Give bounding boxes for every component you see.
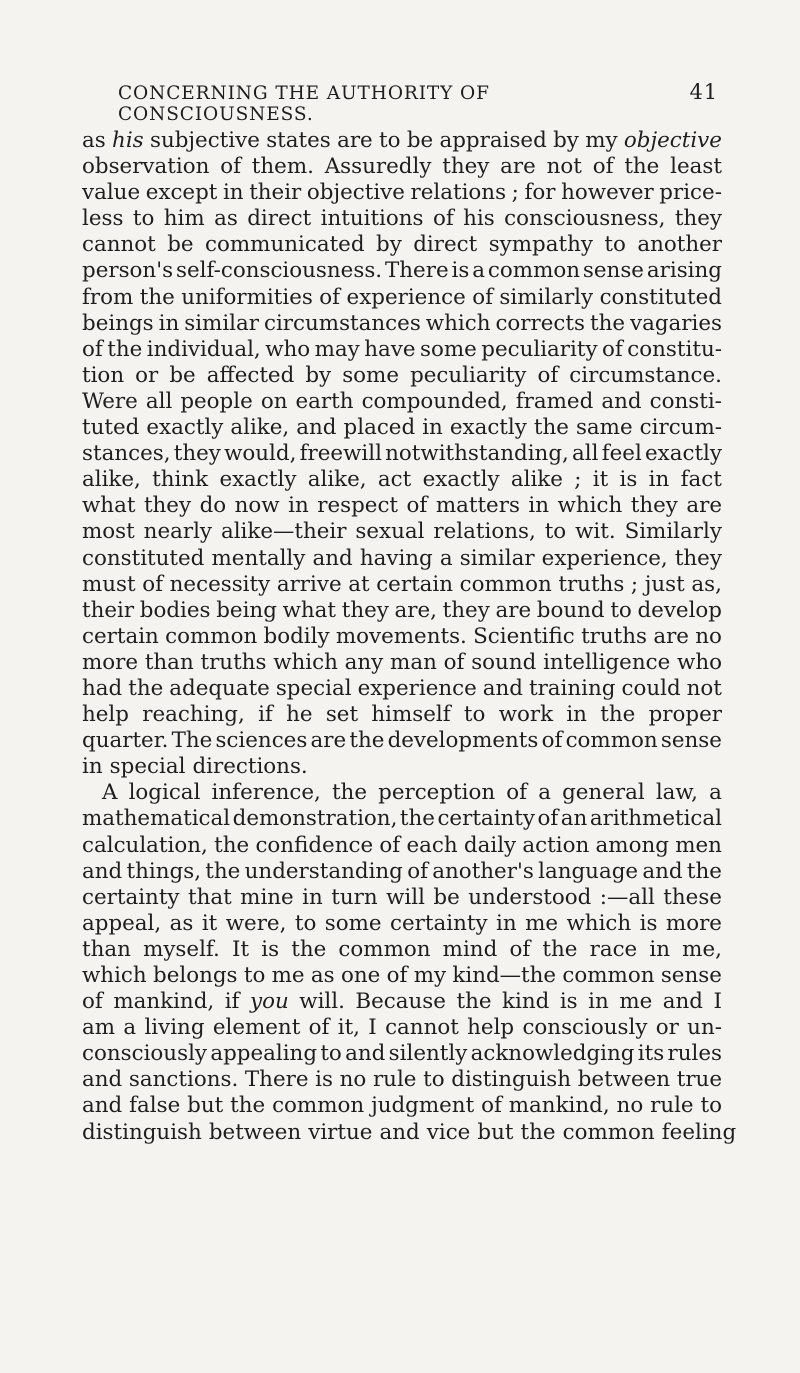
text-line: consciously appealing to and silently acknowledging its rules <box>82 1041 722 1067</box>
text-line: and things, the understanding of another's language and the <box>82 858 722 884</box>
text-line: tion or be affected by some peculiarity of circumstance. <box>82 362 722 388</box>
running-title: CONCERNING THE AUTHORITY OF CONSCIOUSNESS. <box>118 83 490 125</box>
text-line: must of necessity arrive at certain common truths ; just as, <box>82 571 722 597</box>
text-line: than myself. It is the common mind of the race in me, <box>82 936 722 962</box>
text-line: help reaching, if he set himself to work in the proper <box>82 702 722 728</box>
text-line: what they do now in respect of matters in which they are <box>82 493 722 519</box>
text-line: observation of them. Assuredly they are not of the least <box>82 154 722 180</box>
text-line: value except in their objective relations ; for however price- <box>82 180 722 206</box>
text-line: and false but the common judgment of mankind, no rule to <box>82 1093 722 1119</box>
text-line: distinguish between virtue and vice but the common feeling <box>82 1119 737 1145</box>
text-line: tuted exactly alike, and placed in exactly the same circum- <box>82 415 722 441</box>
text-line: most nearly alike—their sexual relations, to wit. Similarly <box>82 519 722 545</box>
text-line: and sanctions. There is no rule to distinguish between true <box>82 1067 722 1093</box>
running-head <box>118 80 718 125</box>
text-line: of mankind, if you will. Because the kind is in me and I <box>82 989 722 1015</box>
text-line: in special directions. <box>82 754 308 780</box>
text-line: mathematical demonstration, the certainty of an arithmetical <box>82 806 722 832</box>
text-line: stances, they would, freewill notwithstanding, all feel exactly <box>82 441 722 467</box>
text-line: quarter. The sciences are the developments of common sense <box>82 728 722 754</box>
text-line: certainty that mine in turn will be understood :—all these <box>82 884 722 910</box>
text-line: from the uniformities of experience of similarly constituted <box>82 284 722 310</box>
text-line: which belongs to me as one of my kind—the common sense <box>82 963 722 988</box>
text-line: more than truths which any man of sound intelligence who <box>82 649 722 675</box>
page-number: 41 <box>689 80 718 104</box>
text-line: certain common bodily movements. Scientific truths are no <box>82 623 722 649</box>
text-line: as his subjective states are to be appraised by my objective <box>82 128 722 153</box>
text-line: alike, think exactly alike, act exactly alike ; it is in fact <box>82 467 722 493</box>
text-line: calculation, the confidence of each daily action among men <box>82 832 722 858</box>
text-line: A logical inference, the perception of a general law, a <box>102 780 722 806</box>
text-line: person's self-consciousness. There is a common sense arising <box>82 258 722 284</box>
text-line: constituted mentally and having a similar experience, they <box>82 545 722 571</box>
text-line: am a living element of it, I cannot help consciously or un- <box>82 1015 722 1041</box>
text-line: beings in similar circumstances which corrects the vagaries <box>82 310 722 336</box>
text-line: cannot be communicated by direct sympathy to another <box>82 232 722 258</box>
text-line: appeal, as it were, to some certainty in me which is more <box>82 910 722 936</box>
text-line: their bodies being what they are, they are bound to develop <box>82 597 722 623</box>
text-line: of the individual, who may have some peculiarity of constitu- <box>82 336 722 362</box>
text-line: less to him as direct intuitions of his consciousness, they <box>82 206 722 232</box>
text-line: had the adequate special experience and training could not <box>82 675 722 701</box>
body-text <box>82 128 737 1146</box>
text-line: Were all people on earth compounded, framed and consti- <box>82 388 722 414</box>
